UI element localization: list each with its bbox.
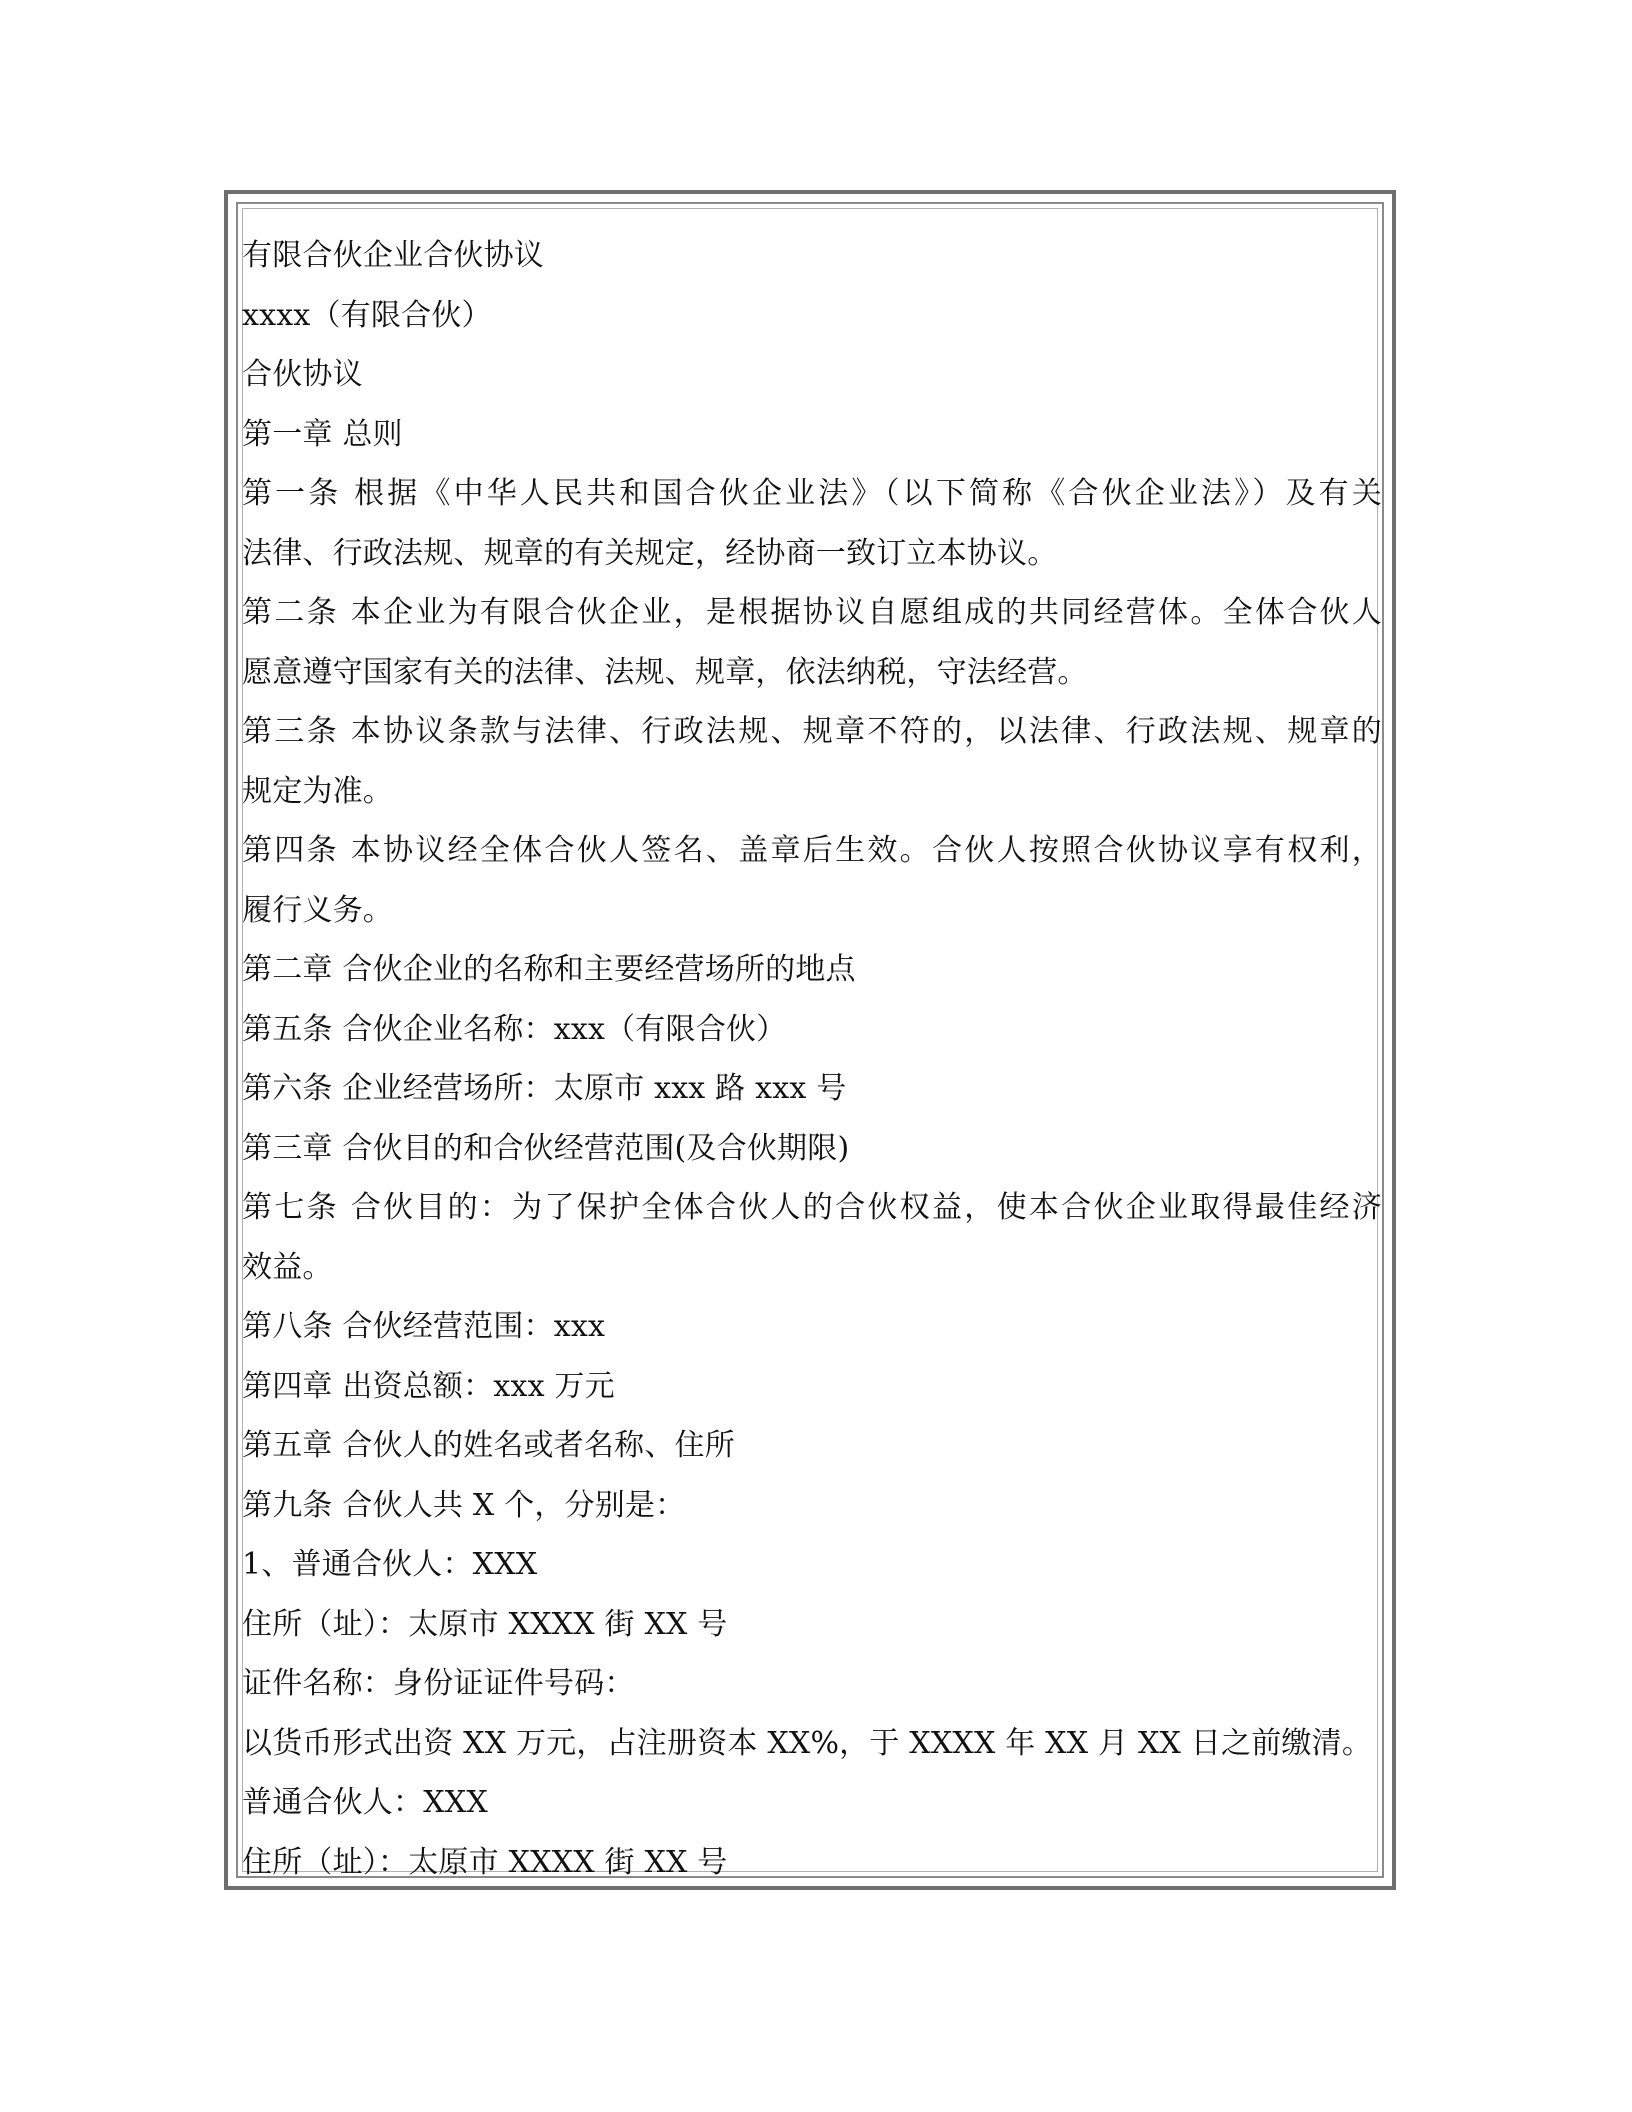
company-name: xxxx（有限合伙）: [242, 297, 492, 333]
article-3-line-2: 规定为准。: [242, 773, 393, 809]
article-6: 第六条 企业经营场所：太原市 xxx 路 xxx 号: [242, 1071, 847, 1106]
article-4-line-2: 履行义务。: [242, 892, 393, 928]
document-body: [242, 226, 1384, 1892]
article-1-line-2: 法律、行政法规、规章的有关规定，经协商一致订立本协议。: [242, 535, 1058, 571]
chapter-1-heading: 第一章 总则: [242, 416, 403, 452]
partner-1-contribution: 以货币形式出资 XX 万元，占注册资本 XX%，于 XXXX 年 XX 月 XX 日之前缴清。: [242, 1725, 1373, 1761]
article-4-line-1: 第四条 本协议经全体合伙人签名、盖章后生效。合伙人按照合伙协议享有权利，: [242, 833, 1382, 868]
chapter-4-heading: 第四章 出资总额：xxx 万元: [242, 1368, 615, 1404]
partner-1-id: 证件名称：身份证证件号码：: [242, 1666, 635, 1701]
article-3-line-1: 第三条 本协议条款与法律、行政法规、规章不符的，以法律、行政法规、规章的: [242, 714, 1382, 749]
article-2-line-1: 第二条 本企业为有限合伙企业，是根据协议自愿组成的共同经营体。全体合伙人: [242, 595, 1382, 630]
article-2-line-2: 愿意遵守国家有关的法律、法规、规章，依法纳税，守法经营。: [242, 654, 1088, 690]
article-7-line-2: 效益。: [242, 1249, 333, 1285]
partner-1-address: 住所（址）：太原市 XXXX 街 XX 号: [242, 1606, 728, 1642]
partner-1-name: 1、普通合伙人：XXX: [242, 1547, 538, 1582]
agreement-heading: 合伙协议: [242, 357, 363, 392]
partner-2-name: 普通合伙人：XXX: [242, 1785, 488, 1820]
partner-2-address: 住所（址）：太原市 XXXX 街 XX 号: [242, 1844, 728, 1880]
chapter-3-heading: 第三章 合伙目的和合伙经营范围(及合伙期限): [242, 1130, 850, 1166]
chapter-5-heading: 第五章 合伙人的姓名或者名称、住所: [242, 1428, 735, 1463]
document-title: 有限合伙企业合伙协议: [242, 238, 544, 273]
article-9: 第九条 合伙人共 X 个，分别是：: [242, 1487, 686, 1523]
article-7-line-1: 第七条 合伙目的：为了保护全体合伙人的合伙权益，使本合伙企业取得最佳经济: [242, 1190, 1382, 1225]
article-5: 第五条 合伙企业名称：xxx（有限合伙）: [242, 1011, 787, 1047]
article-1-line-1: 第一条 根据《中华人民共和国合伙企业法》（以下简称《合伙企业法》）及有关: [242, 476, 1382, 511]
article-8: 第八条 合伙经营范围：xxx: [242, 1309, 606, 1344]
chapter-2-heading: 第二章 合伙企业的名称和主要经营场所的地点: [242, 952, 856, 987]
